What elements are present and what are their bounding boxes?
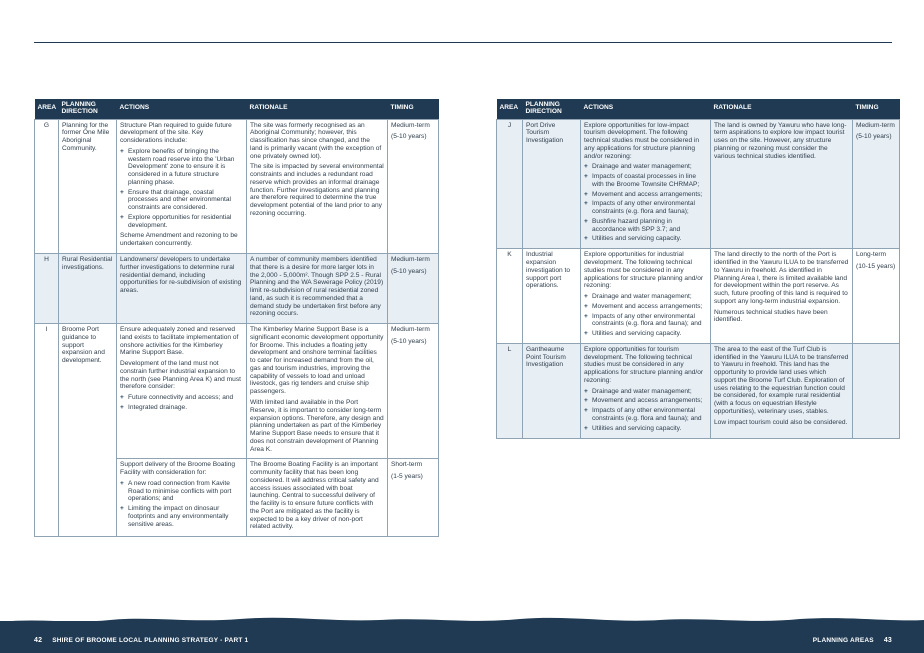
area-cell: I: [35, 324, 59, 537]
rationale-cell: [247, 119, 388, 253]
table-row: [35, 324, 439, 459]
rationale-text: The Kimberley Marine Support Base is a significant economic development opportunity for Broome. This includes a floating jetty development and onshore terminal facilities to cater for increased demand from the oil, gas and tourism industries, improving the capability of vessels to load and unload livestock, gas rig tenders and cruise ship passengers.: [250, 326, 384, 396]
rationale-cell: [711, 249, 853, 344]
actions-text: Support delivery of the Broome Boating Facility with consideration for:: [120, 461, 236, 477]
timing-term: Long-term: [856, 251, 887, 259]
header-timing: TIMING: [853, 99, 900, 119]
rationale-text: A number of community members identified that there is a desire for more larger lots in the 2,000 - 5,000m². Though SPP 2.5 - Rural Planning and the WA Sewerage Policy (2019) limit re-subdivision of rural residential zoned land, as such it is recommended that a demand study be undertaken first before any rezoning occurs.: [250, 255, 384, 318]
document-title: SHIRE OF BROOME LOCAL PLANNING STRATEGY - PART 1: [52, 637, 249, 644]
actions-cell: [581, 343, 711, 438]
actions-text: Explore opportunities for tourism development. The following technical studies must be considered in any applications for structure planning and/or rezoning:: [584, 345, 704, 384]
timing-cell: [853, 249, 900, 344]
rationale-text: The land directly to the north of the Port is identified in the Yawuru ILUA to be transferred to Yawuru in freehold. As identified in Planning Area I, there is limited available land for development within the port reserve. As such, future proofing of this land is required to support any long-term industrial expansion.: [714, 251, 849, 305]
header-actions: ACTIONS: [581, 99, 711, 119]
table-header-row: [35, 99, 439, 119]
actions-list: [584, 388, 707, 433]
area-cell: L: [497, 343, 523, 438]
actions-text: Scheme Amendment and rezoning to be undertaken concurrently.: [120, 232, 238, 248]
timing-term: Short-term: [391, 461, 423, 469]
timing-years: (5-10 years): [391, 133, 427, 141]
list-item: + Explore opportunities for residential development.: [120, 214, 243, 230]
table-row: [497, 249, 900, 344]
timing-term: Medium-term: [856, 121, 895, 129]
header-rationale: RATIONALE: [711, 99, 853, 119]
actions-text: Explore opportunities for low-impact tourism development. The following technical studies must be considered in any applications for structure planning and/or rezoning:: [584, 121, 700, 160]
rationale-text: Numerous technical studies have been identified.: [714, 308, 828, 324]
rationale-text: The site was formerly recognised as an Aboriginal Community; however, this classification has since changed, and the land is primarily vacant (with the exception of one privately owned lot).: [250, 121, 382, 160]
rationale-cell: [711, 119, 853, 249]
area-cell: J: [497, 119, 523, 249]
actions-text: Structure Plan required to guide future development of the site. Key considerations include:: [120, 121, 232, 145]
list-item: + Drainage and water management;: [584, 293, 707, 301]
direction-cell: Gantheaume Point Tourism Investigation: [523, 343, 581, 438]
direction-cell: Broome Port guidance to support expansion and development.: [59, 324, 117, 537]
direction-cell: Planning for the former One Mile Aboriginal Community.: [59, 119, 117, 253]
list-item: + Bushfire hazard planning in accordance with SPP 3.7; and: [584, 218, 707, 234]
rationale-text: The area to the east of the Turf Club is identified in the Yawuru ILUA to be transferred to Yawuru in freehold. This land has the opportunity to provide land uses which support the Broome Turf Club. Exploration of uses relating to the equestrian function could be considered, for example rural residential (with a focus on equestrian lifestyle opportunities), veterinary uses, stables.: [714, 345, 849, 415]
actions-cell: [117, 253, 247, 323]
area-cell: G: [35, 119, 59, 253]
timing-term: Medium-term: [391, 121, 430, 129]
page-number-left: 42: [34, 637, 43, 644]
header-area: AREA: [497, 99, 523, 119]
list-item: + Movement and access arrangements;: [584, 191, 707, 199]
rationale-cell: [247, 324, 388, 459]
direction-cell: Port Drive Tourism Investigation: [523, 119, 581, 249]
actions-list: [584, 293, 707, 338]
top-divider-line: [34, 42, 892, 43]
actions-cell: [117, 324, 247, 459]
list-item: + Impacts of any other environmental constraints (e.g. flora and fauna); and: [584, 407, 707, 423]
list-item: + Drainage and water management;: [584, 388, 707, 396]
header-timing: TIMING: [388, 99, 439, 119]
actions-cell: [581, 119, 711, 249]
timing-cell: [388, 324, 439, 459]
direction-cell: Industrial expansion investigation to support port operations.: [523, 249, 581, 344]
actions-cell: [117, 119, 247, 253]
header-planning-direction: PLANNING DIRECTION: [59, 99, 117, 119]
actions-list: [120, 148, 243, 230]
page-number-right: 43: [883, 637, 892, 644]
table-row: [497, 343, 900, 438]
list-item: + Utilities and servicing capacity.: [584, 330, 707, 338]
actions-list: [584, 163, 707, 243]
timing-years: (10-15 years): [856, 262, 896, 270]
table-row: [35, 119, 439, 253]
table-row: [497, 119, 900, 249]
rationale-cell: [247, 459, 388, 537]
table-row: [35, 253, 439, 323]
actions-list: [120, 394, 243, 412]
section-title: PLANNING AREAS: [812, 637, 874, 644]
rationale-cell: [247, 253, 388, 323]
list-item: + Movement and access arrangements;: [584, 303, 707, 311]
actions-text: Ensure adequately zoned and reserved land exists to facilitate implementation of onshore activities for the Kimberley Marine Support Base.: [120, 326, 239, 357]
timing-cell: [388, 119, 439, 253]
list-item: + Utilities and servicing capacity.: [584, 425, 707, 433]
footer-right: [813, 637, 892, 644]
list-item: + Utilities and servicing capacity.: [584, 235, 707, 243]
header-actions: ACTIONS: [117, 99, 247, 119]
table-header-row: [497, 99, 900, 119]
list-item: + Impacts of coastal processes in line with the Broome Townsite CHRMAP;: [584, 173, 707, 189]
list-item: + Drainage and water management;: [584, 163, 707, 171]
direction-cell: Rural Residential investigations.: [59, 253, 117, 323]
actions-list: [120, 480, 243, 529]
list-item: + Explore benefits of bringing the western road reserve into the 'Urban Development' zone to ensure it is considered in a future structure planning phase.: [120, 148, 243, 187]
actions-text: Landowners/ developers to undertake further investigations to determine rural residential demand, including opportunities for re-subdivision of existing areas.: [120, 255, 242, 295]
timing-cell: [388, 459, 439, 537]
header-area: AREA: [35, 99, 59, 119]
timing-years: (5-10 years): [856, 133, 892, 141]
rationale-text: Low impact tourism could also be considered.: [714, 418, 848, 426]
planning-areas-table-right: [496, 99, 900, 439]
actions-text: Development of the land must not constrain further industrial expansion to the north (see Planning Area K) and must therefore consider:: [120, 360, 241, 391]
rationale-text: With limited land available in the Port Reserve, it is important to consider long-term expansion options. Therefore, any design and planning undertaken as part of the Kimberley Marine Support Base needs to ensure that it does not constrain development of Planning Area K.: [250, 399, 384, 453]
rationale-text: The Broome Boating Facility is an important community facility that has been long considered. It will address critical safety and access issues associated with boat launching. Central to successful delivery of the facility is to ensure future conflicts with the Port are mitigated as the facility is expected to be a key driver of non-port related activity.: [250, 461, 379, 531]
timing-cell: [388, 253, 439, 323]
header-rationale: RATIONALE: [247, 99, 388, 119]
rationale-cell: [711, 343, 853, 438]
timing-years: (1-5 years): [391, 473, 423, 481]
list-item: + Impacts of any other environmental constraints (e.g. flora and fauna); and: [584, 313, 707, 329]
area-cell: K: [497, 249, 523, 344]
list-item: + Future connectivity and access; and: [120, 394, 243, 402]
actions-cell: [117, 459, 247, 537]
list-item: + Integrated drainage.: [120, 404, 243, 412]
actions-cell: [581, 249, 711, 344]
rationale-text: The land is owned by Yawuru who have long-term aspirations to explore low impact tourist uses on the site. However, any structure planning or rezoning must consider the various technical studies identified.: [714, 121, 847, 160]
header-planning-direction: PLANNING DIRECTION: [523, 99, 581, 119]
list-item: + Movement and access arrangements;: [584, 397, 707, 405]
timing-cell: [853, 343, 900, 438]
timing-term: Medium-term: [391, 255, 430, 263]
area-cell: H: [35, 253, 59, 323]
footer-left: [34, 637, 248, 644]
list-item: + Impacts of any other environmental constraints (e.g. flora and fauna);: [584, 200, 707, 216]
actions-text: Explore opportunities for industrial development. The following technical studies must be considered in any applications for structure planning and/or rezoning:: [584, 251, 704, 290]
list-item: + Ensure that drainage, coastal processes and other environmental constraints are considered.: [120, 189, 243, 212]
list-item: + A new road connection from Kavite Road to minimise conflicts with port operations; and: [120, 480, 243, 503]
timing-years: (5-10 years): [391, 267, 427, 275]
timing-cell: [853, 119, 900, 249]
planning-areas-table-left: [34, 99, 439, 537]
rationale-text: The site is impacted by several environmental constraints and includes a redundant road reserve which provides an informal drainage function. Further investigations and planning are therefore required to determine the true development potential of the land prior to any rezoning occurring.: [250, 163, 384, 217]
list-item: + Limiting the impact on dinosaur footprints and any environmentally sensitive areas.: [120, 505, 243, 528]
timing-term: Medium-term: [391, 326, 430, 334]
timing-years: (5-10 years): [391, 337, 427, 345]
